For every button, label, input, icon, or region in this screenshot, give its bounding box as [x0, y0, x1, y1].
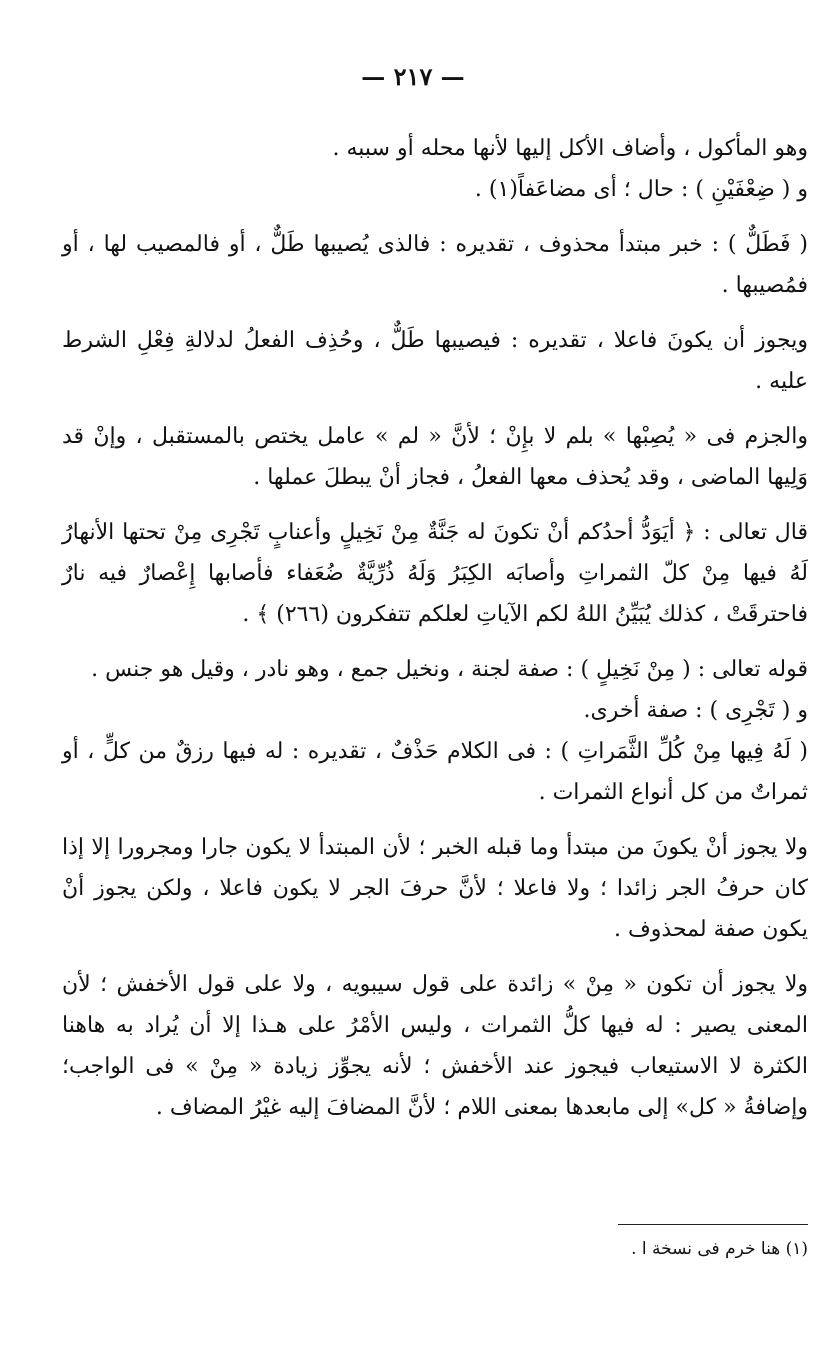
main-text	[62, 128, 808, 1142]
paragraph: ويجوز أن يكونَ فاعلا ، تقديره : فيصيبها طَلٌّ ، وحُذِف الفعلُ لدلالةِ فِعْلِ الشرط عليه .	[62, 328, 808, 394]
paragraph: و ( تَجْرِى ) : صفة أخرى.	[583, 698, 808, 723]
paragraph: ( لَهُ فِيها مِنْ كُلِّ الثَّمَراتِ ) : فى الكلام حَذْفٌ ، تقديره : له فيها رزقٌ من كلٍّ ، أو ثمراتٌ من كل أنواع الثمرات .	[62, 739, 808, 805]
paragraph: ولا يجوز أن تكون « مِنْ » زائدة على قول سيبويه ، ولا على قول الأخفش ؛ لأن المعنى يصير : له فيها كلُّ الثمرات ، وليس الأمْرُ على هـذا إلا أن يُراد به هاهنا الكثرة لا الاستيعاب فيجوز عند الأخفش ؛ لأنه يجوِّز زيادة « مِنْ » فى الواجب؛ وإضافةُ « كل» إلى مابعدها بمعنى اللام ؛ لأنَّ المضافَ إليه غيْرُ المضاف .	[62, 972, 808, 1120]
quran-verse-paragraph: قال تعالى : ﴿ أيَوَدُّ أحدُكم أنْ تكونَ له جَنَّةٌ مِنْ نَخِيلٍ وأعنابٍ تَجْرِى مِنْ تحتها الأنهارُ لَهُ فيها مِنْ كلّ الثمراتِ وأصابَه الكِبَرُ وَلَهُ ذُرِّيَّةٌ ضُعَفاء فأصابها إِعْصارٌ فيه نارٌ فاحترقَتْ ، كذلك يُبَيِّنُ اللهُ لكم الآياتِ لعلكم تتفكرون (٢٦٦) ﴾ .	[62, 520, 808, 627]
paragraph: و ( ضِعْفَيْنِ ) : حال ؛ أى مضاعَفاً(١) .	[474, 177, 808, 202]
page-number: — ٢١٧ —	[361, 62, 465, 91]
paragraph: ( فَطَلٌّ ) : خبر مبتدأ محذوف ، تقديره : فالذى يُصيبها طَلٌّ ، أو فالمصيب لها ، أو فمُصيبها .	[62, 232, 808, 298]
paragraph: وهو المأكول ، وأضاف الأكل إليها لأنها محله أو سببه .	[332, 136, 808, 161]
footnote: (١) هنا خرم فى نسخة ا .	[631, 1239, 808, 1259]
paragraph: ولا يجوز أنْ يكونَ من مبتدأ وما قبله الخبر ؛ لأن المبتدأ لا يكون جارا ومجرورا إلا إذا كان حرفُ الجر زائدا ؛ ولا فاعلا ؛ لأنَّ حرفَ الجر لا يكون فاعلا ، ولكن يجوز أنْ يكون صفة لمحذوف .	[62, 835, 808, 942]
paragraph: والجزم فى « يُصِبْها » بلم لا بإِنْ ؛ لأنَّ « لم » عامل يختص بالمستقبل ، وإنْ قد وَلِيها الماضى ، وقد يُحذف معها الفعلُ ، فجاز أنْ يبطلَ عملها .	[62, 424, 808, 490]
footnote-divider	[618, 1224, 808, 1225]
paragraph: قوله تعالى : ( مِنْ نَخِيلٍ ) : صفة لجنة ، ونخيل جمع ، وهو نادر ، وقيل هو جنس .	[91, 657, 808, 682]
